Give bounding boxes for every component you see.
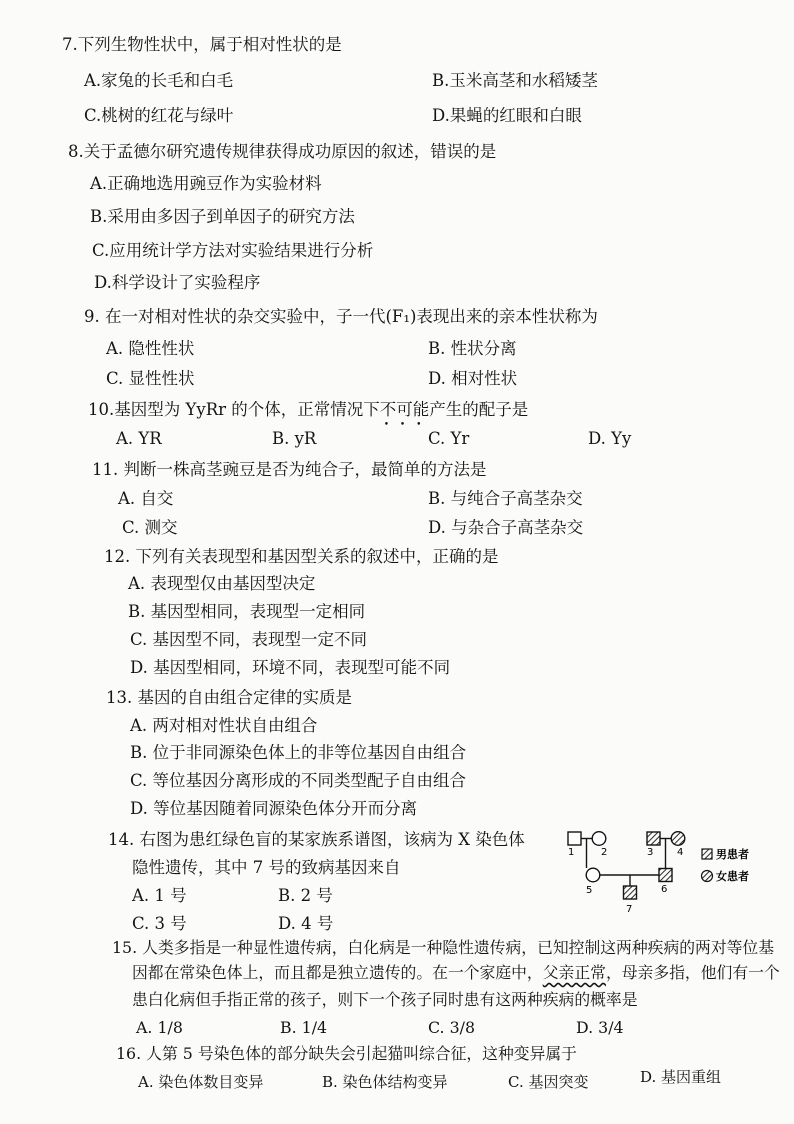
pedigree-label-3: 3	[647, 847, 654, 858]
option-c: C. Yr	[428, 429, 470, 448]
pedigree-individual-3	[647, 832, 660, 845]
option-d: D. 3/4	[576, 1018, 624, 1037]
question-stem: 9. 在一对相对性状的杂交实验中，子一代(F₁)表现出来的亲本性状称为	[84, 307, 598, 326]
option-a: A. 1/8	[136, 1018, 183, 1037]
question-stem: 13. 基因的自由组合定律的实质是	[106, 688, 352, 707]
question-stem-line1: 14. 右图为患红绿色盲的某家族系谱图，该病为 X 染色体	[108, 830, 525, 849]
question-stem-line1: 15. 人类多指是一种显性遗传病，白化病是一种隐性遗传病，已知控制这两种疾病的两对等位基	[112, 938, 775, 957]
pedigree-individual-2	[592, 832, 606, 846]
emphasis-text: 不可能 • • •	[380, 399, 430, 421]
option-c: C.桃树的红花与绿叶	[84, 106, 234, 125]
question-stem: 16. 人第 5 号染色体的部分缺失会引起猫叫综合征，这种变异属于	[116, 1044, 577, 1063]
option-b: B.玉米高茎和水稻矮茎	[432, 71, 598, 90]
option-d: D. Yy	[588, 429, 632, 448]
option-b: B. 性状分离	[428, 339, 517, 358]
option-a: A. 1 号	[132, 886, 187, 905]
option-a: A. 两对相对性状自由组合	[130, 716, 318, 735]
option-d: D. 4 号	[278, 914, 334, 933]
stem-part: 10.基因型为 YyRr 的个体，正常情况下	[88, 400, 380, 419]
question-stem: 7.下列生物性状中，属于相对性状的是	[62, 35, 342, 54]
option-d: D. 等位基因随着同源染色体分开而分离	[130, 799, 418, 818]
option-a: A. 隐性性状	[106, 339, 195, 358]
option-a: A. 染色体数目变异	[138, 1073, 264, 1091]
legend-male-affected-icon	[702, 849, 712, 859]
option-c: C. 测交	[122, 518, 178, 537]
pedigree-diagram	[560, 822, 760, 922]
pedigree-individual-7	[624, 886, 637, 899]
legend-female-affected-label: 女患者	[716, 870, 749, 883]
option-c: C. 基因突变	[508, 1073, 589, 1091]
pedigree-label-4: 4	[677, 847, 684, 858]
option-c: C. 显性性状	[106, 369, 195, 388]
option-b: B. 2 号	[278, 886, 333, 905]
option-a: A.正确地选用豌豆作为实验材料	[90, 174, 322, 193]
legend-female-affected-icon	[702, 871, 713, 882]
pedigree-individual-5	[586, 868, 600, 882]
option-d: D. 相对性状	[428, 369, 518, 388]
option-d: D. 与杂合子高茎杂交	[428, 518, 584, 537]
question-stem: 12. 下列有关表现型和基因型关系的叙述中，正确的是	[104, 547, 499, 566]
option-c: C. 3 号	[132, 914, 187, 933]
emphasis-text: 父亲正常	[542, 963, 606, 982]
pedigree-label-5: 5	[586, 885, 593, 896]
option-c: C. 等位基因分离形成的不同类型配子自由组合	[130, 771, 467, 790]
option-c: C. 3/8	[428, 1018, 475, 1037]
legend-male-affected-label: 男患者	[716, 848, 749, 861]
option-c: C. 基因型不同，表现型一定不同	[130, 630, 368, 649]
option-d: D.科学设计了实验程序	[94, 273, 261, 292]
option-d: D. 基因重组	[640, 1068, 722, 1086]
option-a: A.家兔的长毛和白毛	[84, 71, 234, 90]
pedigree-label-1: 1	[568, 847, 575, 858]
pedigree-label-7: 7	[626, 904, 633, 915]
option-b: B. 与纯合子高茎杂交	[428, 489, 583, 508]
option-b: B. 位于非同源染色体上的非等位基因自由组合	[130, 743, 467, 762]
question-stem	[88, 399, 528, 421]
pedigree-individual-4	[671, 832, 685, 846]
option-d: D.果蝇的红眼和白眼	[432, 106, 582, 125]
question-stem: 11. 判断一株高茎豌豆是否为纯合子，最简单的方法是	[92, 460, 487, 479]
pedigree-label-6: 6	[661, 884, 668, 895]
question-stem-line2	[132, 962, 780, 984]
question-stem: 8.关于孟德尔研究遗传规律获得成功原因的叙述，错误的是	[68, 142, 497, 161]
option-d: D. 基因型相同，环境不同，表现型可能不同	[130, 658, 451, 677]
option-a: A. 表现型仅由基因型决定	[128, 574, 316, 593]
pedigree-label-2: 2	[601, 847, 608, 858]
option-a: A. 自交	[118, 489, 174, 508]
pedigree-individual-1	[568, 832, 581, 845]
question-stem-line3: 患白化病但手指正常的孩子，则下一个孩子同时患有这两种疾病的概率是	[132, 990, 638, 1009]
stem-part: ，母亲多指，他们有一个	[605, 963, 780, 982]
option-b: B. yR	[272, 429, 317, 448]
question-stem-line2: 隐性遗传，其中 7 号的致病基因来自	[132, 858, 401, 877]
option-b: B. 基因型相同，表现型一定相同	[128, 602, 366, 621]
pedigree-individual-6	[659, 869, 672, 882]
stem-part: 产生的配子是	[429, 400, 529, 419]
option-b: B. 染色体结构变异	[322, 1073, 448, 1091]
option-a: A. YR	[116, 429, 162, 448]
stem-part: 因都在常染色体上，而且都是独立遗传的。在一个家庭中，	[132, 963, 543, 982]
option-b: B. 1/4	[280, 1018, 328, 1037]
option-b: B.采用由多因子到单因子的研究方法	[90, 207, 355, 226]
option-c: C.应用统计学方法对实验结果进行分析	[92, 241, 374, 260]
